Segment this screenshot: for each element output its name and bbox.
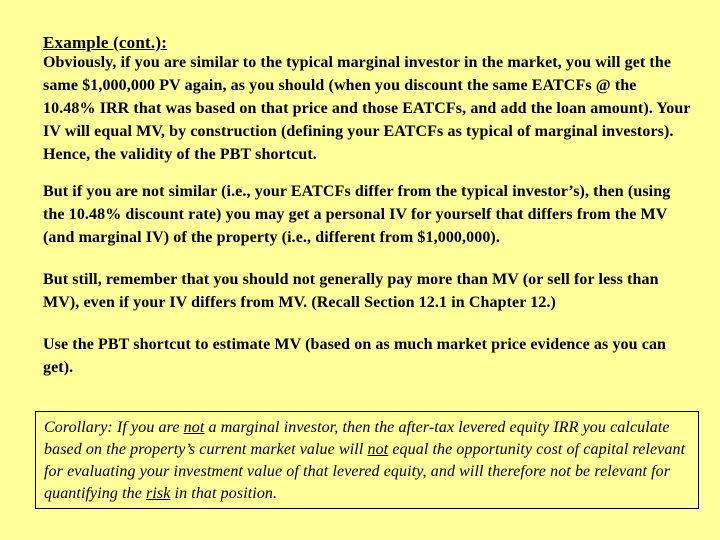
corollary-part-4: in that position. bbox=[170, 485, 278, 502]
corollary-part-1: Corollary: If you are bbox=[44, 419, 184, 436]
corollary-box bbox=[35, 411, 699, 509]
paragraph-use-pbt-shortcut: Use the PBT shortcut to estimate MV (based on as much market price evidence as you can get). bbox=[43, 336, 667, 376]
paragraph-similar-investor: Obviously, if you are similar to the typical marginal investor in the market, you will get the same $1,000,000 PV again, as you should (when you discount the same EATCFs @ the 10.48% IRR that was based on that price and those EATCFs, and add the loan amount). Your IV will equal MV, by construction (defining your EATCFs as typical of marginal investors). Hence, the validity of the PBT shortcut. bbox=[43, 54, 691, 163]
corollary-text bbox=[44, 417, 694, 505]
paragraph-not-similar-investor: But if you are not similar (i.e., your EATCFs differ from the typical investor’s), then (using the 10.48% discount rate) you may get a personal IV for yourself that differs from the MV (and marginal IV) of the property (i.e., different from $1,000,000). bbox=[43, 183, 671, 246]
corollary-emphasis-not-1: not bbox=[183, 419, 205, 436]
slide-heading: Example (cont.): bbox=[43, 33, 168, 52]
corollary-part-2: a marginal investor, then the after-tax levered equity IRR you calculate based on the property’s current market value will bbox=[44, 419, 670, 458]
paragraph-pay-no-more-than-mv: But still, remember that you should not generally pay more than MV (or sell for less than MV), even if your IV differs from MV. (Recall Section 12.1 in Chapter 12.) bbox=[43, 271, 659, 311]
corollary-part-3: equal the opportunity cost of capital relevant for evaluating your investment value of that levered equity, and will therefore not be relevant for quantifying the bbox=[44, 441, 686, 502]
corollary-emphasis-risk: risk bbox=[146, 485, 171, 502]
corollary-emphasis-not-2: not bbox=[367, 441, 389, 458]
